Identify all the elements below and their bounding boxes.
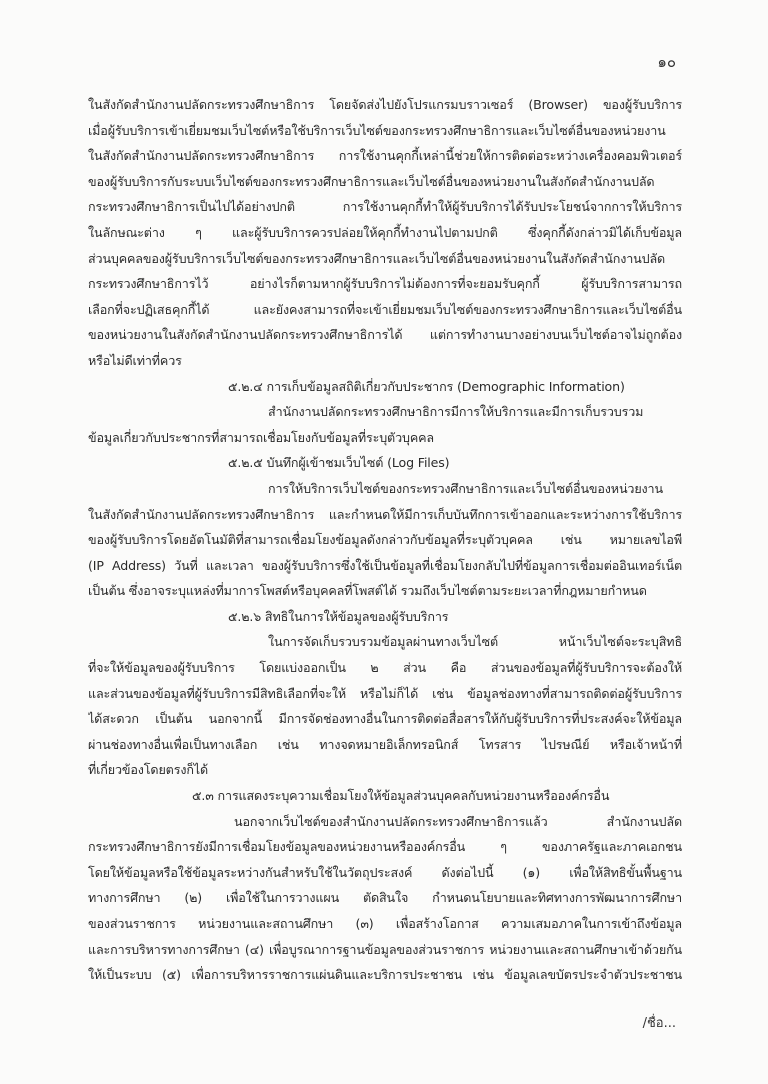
paragraph-line: ของผู้รับบริการกับระบบเว็บไซต์ของกระทรวงศึกษาธิการและเว็บไซต์อื่นของหน่วยงานในสังกัดสำนักงานปลัด [88,173,655,189]
paragraph-line: ให้เป็นระบบ (๕) เพื่อการบริหารราชการแผ่นดินและบริการประชาชน เช่น ข้อมูลเลขบัตรประจำตัวประชาชน [88,967,682,983]
paragraph-line: ส่วนบุคคลของผู้รับบริการเว็บไซต์ของกระทรวงศึกษาธิการและเว็บไซต์อื่นของหน่วยงานในสังกัดสำนักงานปลัด [88,250,666,266]
paragraph-line: และส่วนของข้อมูลที่ผู้รับบริการมีสิทธิเลือกที่จะให้ หรือไม่ก็ได้ เช่น ข้อมูลช่องทางที่สามารถติดต่อผู้รับบริการ [88,685,682,701]
paragraph-line: นอกจากเว็บไซต์ของสำนักงานปลัดกระทรวงศึกษาธิการแล้ว สำนักงานปลัด [234,813,682,829]
paragraph-line: และการบริหารทางการศึกษา (๔) เพื่อบูรณาการฐานข้อมูลของส่วนราชการ หน่วยงานและสถานศึกษาเข้าด้วยกัน [88,941,682,957]
paragraph-line: กระทรวงศึกษาธิการยังมีการเชื่อมโยงข้อมูลของหน่วยงานหรือองค์กรอื่น ๆ ของภาครัฐและภาคเอกชน [88,839,682,855]
paragraph-line: ผ่านช่องทางอื่นเพื่อเป็นทางเลือก เช่น ทางจดหมายอิเล็กทรอนิกส์ โทรสาร ไปรษณีย์ หรือเจ้าหน้าที่ [88,736,682,752]
paragraph-line: ในสังกัดสำนักงานปลัดกระทรวงศึกษาธิการ การใช้งานคุกกี้เหล่านี้ช่วยให้การติดต่อระหว่างเครื่องคอมพิวเตอร์ [88,148,682,164]
paragraph-line: ในสังกัดสำนักงานปลัดกระทรวงศึกษาธิการ โดยจัดส่งไปยังโปรแกรมบราวเซอร์ (Browser) ของผู้รับบริการ [88,97,682,112]
paragraph-line: (IP Address) วันที่ และเวลา ของผู้รับบริการซึ่งใช้เป็นข้อมูลที่เชื่อมโยงกลับไปที่ข้อมูลการเชื่อมต่ออินเทอร์เน็ต [88,557,682,573]
paragraph-line: ได้สะดวก เป็นต้น นอกจากนี้ มีการจัดช่องทางอื่นในการติดต่อสื่อสารให้กับผู้รับบริการที่ประสงค์จะให้ข้อมูล [88,711,682,727]
paragraph-line: เมื่อผู้รับบริการเข้าเยี่ยมชมเว็บไซต์หรือใช้บริการเว็บไซต์ของกระทรวงศึกษาธิการและเว็บไซต์อื่นของหน่วยงาน [88,122,666,138]
paragraph-line: ในลักษณะต่าง ๆ และผู้รับบริการควรปล่อยให้คุกกี้ทำงานไปตามปกติ ซึ่งคุกกี้ดังกล่าวมิได้เก็บข้อมูล [88,224,682,240]
paragraph-line: ที่เกี่ยวข้องโดยตรงก็ได้ [88,762,209,778]
paragraph-line: กระทรวงศึกษาธิการไว้ อย่างไรก็ตามหากผู้รับบริการไม่ต้องการที่จะยอมรับคุกกี้ ผู้รับบริการสามารถ [88,276,682,292]
continuation-marker: /ชื่อ... [642,1016,676,1031]
paragraph-line: กระทรวงศึกษาธิการเป็นไปได้อย่างปกติ การใช้งานคุกกี้ทำให้ผู้รับบริการได้รับประโยชน์จากการให้บริการ [88,199,682,215]
paragraph-line: โดยให้ข้อมูลหรือใช้ข้อมูลระหว่างกันสำหรับใช้ในวัตถุประสงค์ ดังต่อไปนี้ (๑) เพื่อให้สิทธิขั้นพื้นฐาน [88,864,682,880]
section-heading-5-2-4: ๕.๒.๔ การเก็บข้อมูลสถิติเกี่ยวกับประชากร (Demographic Information) [228,378,625,394]
paragraph-line: ทางการศึกษา (๒) เพื่อใช้ในการวางแผน ตัดสินใจ กำหนดนโยบายและทิศทางการพัฒนาการศึกษา [88,890,682,906]
paragraph-line: ของส่วนราชการ หน่วยงานและสถานศึกษา (๓) เพื่อสร้างโอกาส ความเสมอภาคในการเข้าถึงข้อมูล [88,916,682,931]
paragraph-line: ในสังกัดสำนักงานปลัดกระทรวงศึกษาธิการ และกำหนดให้มีการเก็บบันทึกการเข้าออกและระหว่างการใช้บริการ [88,506,682,522]
paragraph-line: ของหน่วยงานในสังกัดสำนักงานปลัดกระทรวงศึกษาธิการได้ แต่การทำงานบางอย่างบนเว็บไซต์อาจไม่ถูกต้อง [88,327,682,343]
page-number: ๑๐ [657,53,676,71]
paragraph-line: การให้บริการเว็บไซต์ของกระทรวงศึกษาธิการและเว็บไซต์อื่นของหน่วยงาน [268,480,663,496]
paragraph-line: เลือกที่จะปฏิเสธคุกกี้ได้ และยังคงสามารถที่จะเข้าเยี่ยมชมเว็บไซต์ของกระทรวงศึกษาธิการและเว็บไซต์อื่น [88,301,682,317]
paragraph-line: ข้อมูลเกี่ยวกับประชากรที่สามารถเชื่อมโยงกับข้อมูลที่ระบุตัวบุคคล [88,429,434,445]
section-heading-5-2-5: ๕.๒.๕ บันทึกผู้เข้าชมเว็บไซต์ (Log Files) [228,455,450,471]
paragraph-line: สำนักงานปลัดกระทรวงศึกษาธิการมีการให้บริการและมีการเก็บรวบรวม [268,404,644,420]
paragraph-line: เป็นต้น ซึ่งอาจระบุแหล่งที่มาการโพสต์หรือบุคคลที่โพสต์ได้ รวมถึงเว็บไซต์ตามระยะเวลาที่กฎหมายกำหนด [88,583,647,599]
paragraph-line: หรือไม่ดีเท่าที่ควร [88,352,182,368]
section-heading-5-2-6: ๕.๒.๖ สิทธิในการให้ข้อมูลของผู้รับบริการ [228,608,449,624]
paragraph-line: ของผู้รับบริการโดยอัตโนมัติที่สามารถเชื่อมโยงข้อมูลดังกล่าวกับข้อมูลที่ระบุตัวบุคคล เช่น หมายเลขไอพี [88,532,682,548]
paragraph-line: ในการจัดเก็บรวบรวมข้อมูลผ่านทางเว็บไซต์ หน้าเว็บไซต์จะระบุสิทธิ [268,634,682,650]
body-text [88,92,682,988]
paragraph-line: ที่จะให้ข้อมูลของผู้รับบริการ โดยแบ่งออกเป็น ๒ ส่วน คือ ส่วนของข้อมูลที่ผู้รับบริการจะต้องให้ [88,660,682,676]
section-heading-5-3: ๕.๓ การแสดงระบุความเชื่อมโยงให้ข้อมูลส่วนบุคคลกับหน่วยงานหรือองค์กรอื่น [192,788,610,804]
